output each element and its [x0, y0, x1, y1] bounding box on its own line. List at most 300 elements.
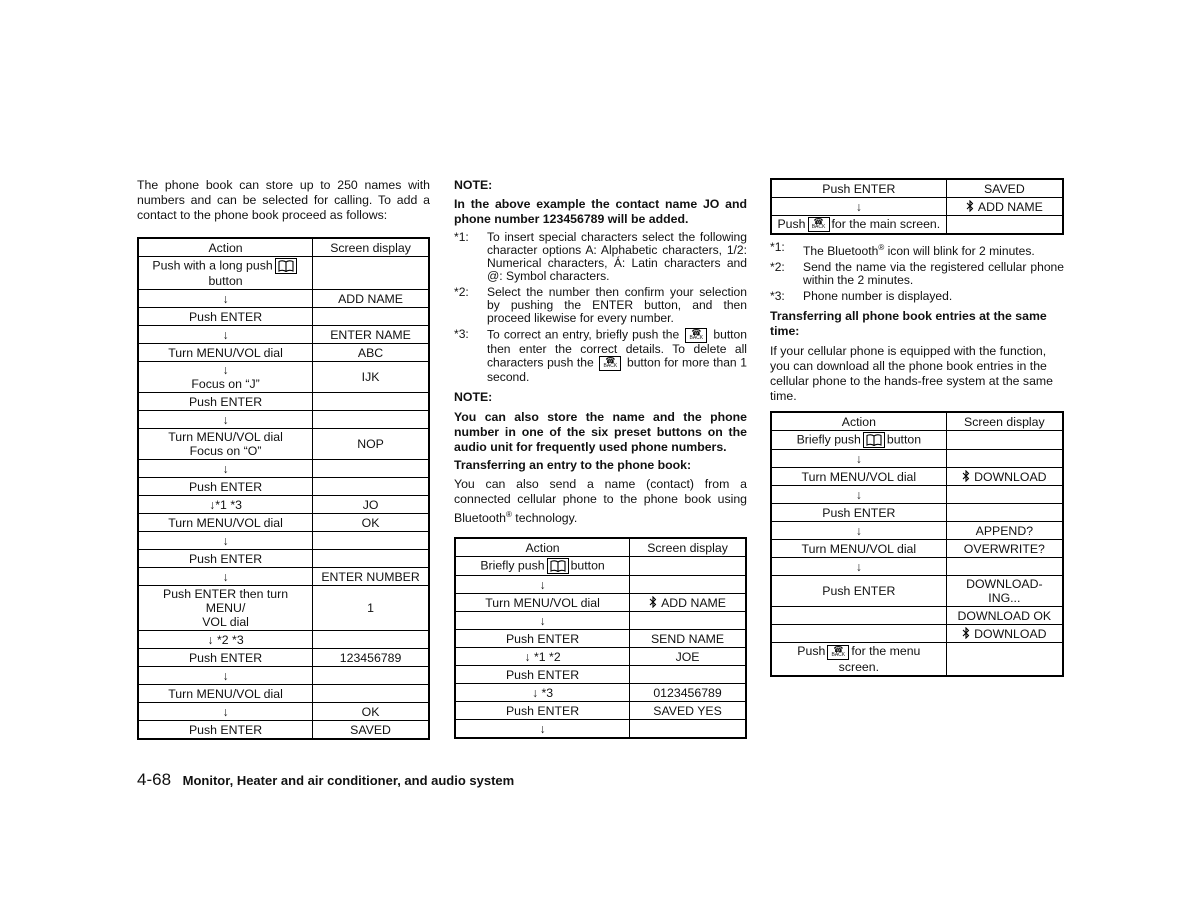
table-row [138, 460, 429, 478]
footnote-text: Send the name via the registered cellular phone within the 2 minutes. [803, 260, 1064, 288]
transfer-all-heading: Transferring all phone book entries at the same time: [770, 309, 1047, 339]
table-row [138, 586, 429, 631]
screen-display-text: ADD NAME [338, 291, 403, 306]
action-cell [138, 649, 313, 667]
action-text: ↓ [222, 412, 229, 427]
action-text: Push ENTER [188, 722, 263, 737]
screen-display-text: SAVED YES [653, 703, 722, 718]
screen-display-cell [946, 504, 1063, 522]
screen-display-text: ABC [357, 345, 384, 360]
action-text: Push ENTER [188, 551, 263, 566]
footnote-mark: *2: [454, 285, 469, 299]
action-cell [455, 684, 630, 702]
note-2-title: NOTE: [454, 390, 493, 404]
action-cell [138, 703, 313, 721]
screen-display-text: OK [361, 515, 380, 530]
screen-display-cell [946, 486, 1063, 504]
note-1-footnotes [454, 231, 747, 384]
action-text: Briefly push [480, 558, 545, 573]
action-text: Focus on “O” [189, 444, 262, 458]
footnote-text [803, 241, 1064, 258]
action-text: button [886, 432, 922, 447]
screen-display-text: ING... [988, 591, 1021, 606]
action-text: Turn MENU/VOL dial [168, 430, 283, 444]
action-text: ↓*1 *3 [209, 497, 242, 512]
screen-display-cell [313, 257, 429, 290]
screen-display-cell [313, 326, 429, 344]
table-row [138, 326, 429, 344]
screen-display-text: NOP [357, 437, 384, 451]
footnote-text: Select the number then confirm your selection by pushing the ENTER button, and then proceed likewise for every number. [487, 285, 747, 325]
transfer-entry-table-continued [770, 178, 1064, 235]
screen-display-text: ENTER NAME [330, 327, 411, 342]
transfer-entry-text: technology. [515, 511, 578, 526]
table-row [455, 648, 746, 666]
screen-display-text: OVERWRITE? [963, 541, 1045, 556]
action-text: Push ENTER [822, 181, 896, 196]
action-text: ↓ [855, 523, 862, 538]
action-text: for the main screen. [831, 217, 941, 231]
screen-display-cell [630, 666, 746, 684]
action-text: ↓ *1 *2 [524, 649, 561, 664]
screen-display-cell [313, 667, 429, 685]
screen-display-cell [630, 612, 746, 630]
download-all-table-body [771, 412, 1063, 675]
table-row [138, 703, 429, 721]
action-text: ↓ [539, 721, 546, 736]
screen-display-cell [313, 290, 429, 308]
screen-display-text: DOWNLOAD [974, 469, 1047, 484]
action-text: Briefly push [796, 432, 861, 447]
note-1-title: NOTE: [454, 178, 493, 192]
action-cell [138, 362, 313, 393]
action-text: Turn MENU/VOL dial [801, 541, 917, 556]
screen-display-text: DOWNLOAD OK [957, 608, 1052, 623]
action-text: ↓ *2 *3 [207, 632, 244, 647]
table-row [138, 393, 429, 411]
action-text: ↓ [222, 363, 229, 377]
action-text: ↓ [222, 291, 229, 306]
table-header-row [455, 538, 746, 557]
action-cell [138, 631, 313, 649]
footnote [454, 286, 747, 325]
action-cell [771, 607, 946, 625]
table-row [771, 522, 1063, 540]
action-text: Push ENTER [188, 309, 263, 324]
action-cell [138, 308, 313, 326]
footnote-text-part: To correct an entry, briefly push the [487, 327, 680, 342]
screen-display-cell [313, 308, 429, 326]
table-row [455, 720, 746, 739]
screen-display-cell [946, 216, 1063, 235]
column-header: Screen display [630, 538, 746, 557]
screen-display-text: JOE [675, 649, 700, 664]
footnote-text: To insert special characters select the following character options A: Alphabetic characters, 1/2: Numerical characters, Á: Latin characters and @: Symbol characters. [487, 230, 747, 283]
action-cell [138, 586, 313, 631]
screen-display-text: 1 [367, 601, 374, 615]
download-all-table [770, 411, 1064, 676]
footnote [770, 261, 1064, 287]
bluetooth-icon [649, 596, 657, 610]
table-row [138, 362, 429, 393]
table-row [771, 576, 1063, 607]
action-cell [771, 558, 946, 576]
screen-display-cell [630, 702, 746, 720]
action-text: button [570, 558, 605, 573]
screen-display-cell [313, 631, 429, 649]
table-row [771, 179, 1063, 198]
column-header: Action [138, 238, 313, 257]
screen-display-cell [313, 411, 429, 429]
table-header-row [771, 412, 1063, 431]
screen-display-cell [946, 431, 1063, 450]
transfer-entry-table-body [455, 538, 746, 738]
screen-display-text: ADD NAME [661, 595, 726, 610]
page-number: 4-68 [137, 770, 172, 789]
add-contact-table [137, 237, 430, 740]
table-row [455, 684, 746, 702]
action-text: screen. [838, 659, 879, 674]
phonebook-icon [547, 558, 569, 574]
screen-display-cell [313, 568, 429, 586]
screen-display-text: 123456789 [339, 650, 402, 665]
table-row [455, 666, 746, 684]
action-text: Push ENTER [822, 584, 896, 599]
action-text: Push with a long push [152, 258, 273, 273]
screen-display-cell [313, 550, 429, 568]
transfer-entry-text: You can also send a name (contact) from a connected cellular phone to the phone book using Bluetooth [454, 477, 747, 526]
back-icon-label: BACK [689, 335, 704, 341]
screen-display-cell [946, 540, 1063, 558]
table-row [138, 631, 429, 649]
action-cell [455, 720, 630, 739]
action-text: ↓ [855, 451, 862, 466]
action-cell [455, 666, 630, 684]
action-text: ↓ [222, 533, 229, 548]
table-row [771, 625, 1063, 643]
action-text: Turn MENU/VOL dial [168, 345, 283, 360]
transfer-entry-continued-body [771, 179, 1063, 234]
table-row [455, 576, 746, 594]
screen-display-cell [946, 198, 1063, 216]
action-cell [771, 540, 946, 558]
footnote-text: Phone number is displayed. [803, 289, 953, 304]
screen-display-cell [946, 450, 1063, 468]
page-footer [137, 770, 514, 790]
action-text: Turn MENU/VOL dial [485, 595, 600, 610]
action-cell [138, 550, 313, 568]
table-header-row [138, 238, 429, 257]
screen-display-cell [313, 460, 429, 478]
action-text: ↓ *3 [531, 685, 554, 700]
screen-display-cell [313, 649, 429, 667]
footnote-text [487, 328, 747, 384]
action-text: Push ENTER [505, 631, 580, 646]
action-text: Push [777, 217, 806, 231]
screen-display-cell [946, 468, 1063, 486]
action-cell [138, 257, 313, 290]
action-cell [138, 326, 313, 344]
action-text: Push [797, 644, 826, 659]
table-row [455, 630, 746, 648]
back-icon-label: BACK [603, 363, 618, 369]
footnote [454, 231, 747, 283]
table-row [138, 550, 429, 568]
action-text: ↓ [222, 569, 229, 584]
screen-display-cell [313, 514, 429, 532]
screen-display-cell [313, 478, 429, 496]
registered-mark: ® [878, 243, 885, 253]
screen-display-text: SAVED [983, 181, 1025, 196]
footnote-mark: *3: [454, 327, 469, 341]
action-text: Turn MENU/VOL dial [801, 469, 917, 484]
action-cell [455, 648, 630, 666]
screen-display-cell [630, 594, 746, 612]
column-header: Action [455, 538, 630, 557]
action-text: ↓ [222, 668, 229, 683]
action-cell [138, 429, 313, 460]
column-header: Screen display [313, 238, 429, 257]
action-text: ↓ [855, 559, 862, 574]
screen-display-cell [313, 703, 429, 721]
action-text: Push ENTER [505, 703, 580, 718]
action-text: Push ENTER [188, 394, 263, 409]
table-row [138, 532, 429, 550]
phonebook-icon [863, 432, 885, 448]
transfer-all-body: If your cellular phone is equipped with the function, you can download all the phone book entries in the cellular phone to the hands-free system at the same time. [770, 344, 1053, 404]
column-1 [137, 178, 430, 740]
action-text: Push ENTER [505, 667, 580, 682]
screen-display-text: ENTER NUMBER [321, 569, 420, 584]
action-text: Push ENTER [188, 479, 263, 494]
screen-display-cell [630, 557, 746, 576]
footnote-text-part: button for more than 1 second. [487, 355, 747, 384]
back-icon-label: BACK [811, 224, 826, 231]
action-text: ↓ [222, 461, 229, 476]
screen-display-cell [630, 684, 746, 702]
screen-display-text: ADD NAME [977, 199, 1043, 214]
screen-display-text: OK [361, 704, 380, 719]
screen-display-cell [630, 576, 746, 594]
footnote-mark: *3: [770, 289, 785, 304]
action-cell [771, 179, 946, 198]
action-cell [771, 576, 946, 607]
phonebook-intro: The phone book can store up to 250 names with numbers and can be selected for calling. To add a contact to the phone book proceed as follows: [137, 178, 430, 222]
screen-display-cell [630, 648, 746, 666]
footnote-mark: *2: [770, 260, 785, 275]
table-row [771, 540, 1063, 558]
column-3 [770, 178, 1064, 677]
action-text: for the menu [851, 644, 921, 659]
action-cell [138, 460, 313, 478]
action-cell [771, 522, 946, 540]
action-cell [138, 344, 313, 362]
screen-display-text: APPEND? [975, 523, 1034, 538]
action-text: ↓ [222, 327, 229, 342]
action-cell [771, 468, 946, 486]
action-text: ↓ [855, 199, 862, 214]
table-row [771, 504, 1063, 522]
table-row [771, 558, 1063, 576]
table-row [771, 643, 1063, 676]
screen-display-cell [313, 393, 429, 411]
action-text: Push ENTER [822, 505, 896, 520]
action-cell [771, 198, 946, 216]
add-contact-table-body [138, 238, 429, 739]
screen-display-cell [313, 344, 429, 362]
screen-display-text: DOWNLOAD [974, 626, 1047, 641]
table-row [455, 557, 746, 576]
action-text: Push ENTER then turn MENU/ [163, 587, 289, 615]
table-row [138, 496, 429, 514]
section-title: Monitor, Heater and air conditioner, and audio system [182, 773, 515, 788]
screen-display-text: DOWNLOAD- [966, 577, 1043, 592]
action-text: ↓ [855, 487, 862, 502]
table-row [138, 568, 429, 586]
action-cell [138, 568, 313, 586]
footnote-text-part: The Bluetooth [803, 244, 879, 259]
action-cell [771, 486, 946, 504]
table-row [455, 594, 746, 612]
screen-display-cell [946, 558, 1063, 576]
screen-display-cell [313, 362, 429, 393]
table-row [138, 411, 429, 429]
footnote [770, 241, 1064, 258]
table-row [138, 514, 429, 532]
footnote-mark: *1: [770, 240, 785, 255]
screen-display-cell [946, 625, 1063, 643]
screen-display-cell [313, 532, 429, 550]
table-row [771, 216, 1063, 235]
screen-display-cell [946, 576, 1063, 607]
screen-display-cell [946, 522, 1063, 540]
screen-display-cell [630, 720, 746, 739]
action-text: Focus on “J” [191, 377, 260, 391]
registered-mark: ® [505, 510, 512, 519]
table-row [138, 721, 429, 740]
action-text: button [208, 274, 243, 288]
action-cell [455, 594, 630, 612]
back-icon-label: BACK [831, 651, 846, 658]
screen-display-text: SAVED [350, 722, 391, 737]
table-row [138, 649, 429, 667]
action-cell [138, 393, 313, 411]
footnote-mark: *1: [454, 230, 469, 244]
table-row [138, 344, 429, 362]
table-row [771, 450, 1063, 468]
screen-display-cell [630, 630, 746, 648]
action-cell [138, 290, 313, 308]
screen-display-text: IJK [361, 370, 380, 384]
table-row [138, 667, 429, 685]
action-cell [138, 532, 313, 550]
phonebook-icon [275, 258, 297, 274]
action-text: ↓ [222, 704, 229, 719]
action-cell [771, 504, 946, 522]
back-icon: ☎ BACK [827, 645, 849, 660]
screen-display-cell [946, 643, 1063, 676]
footnote [770, 290, 1064, 303]
action-cell [455, 612, 630, 630]
bluetooth-icon [966, 200, 974, 214]
action-cell [455, 702, 630, 720]
table-row [138, 429, 429, 460]
screen-display-cell [946, 179, 1063, 198]
table-row [455, 702, 746, 720]
footnote [454, 328, 747, 384]
action-text: Turn MENU/VOL dial [168, 686, 283, 701]
action-cell [455, 557, 630, 576]
action-cell [138, 667, 313, 685]
column-2 [454, 178, 747, 739]
table-row [771, 486, 1063, 504]
column-header: Screen display [946, 412, 1063, 431]
table-row [771, 198, 1063, 216]
action-cell [138, 685, 313, 703]
bluetooth-icon [962, 470, 970, 484]
table-row [138, 290, 429, 308]
bluetooth-icon [962, 627, 970, 641]
action-cell [138, 478, 313, 496]
screen-display-cell [946, 607, 1063, 625]
action-cell [771, 450, 946, 468]
action-cell [138, 721, 313, 740]
table-row [771, 607, 1063, 625]
screen-display-cell [313, 496, 429, 514]
screen-display-text: JO [362, 497, 379, 512]
action-cell [138, 496, 313, 514]
action-text: ↓ [539, 577, 546, 592]
back-icon: ☎ BACK [808, 217, 830, 232]
table-row [138, 685, 429, 703]
table-row [771, 468, 1063, 486]
action-cell [771, 625, 946, 643]
action-text: ↓ [539, 613, 546, 628]
transfer-entry-table [454, 537, 747, 739]
screen-display-text: SEND NAME [650, 631, 725, 646]
column-header: Action [771, 412, 946, 431]
transfer-entry-body [454, 477, 747, 526]
screen-display-cell [313, 721, 429, 740]
footnote-text-part: icon will blink for 2 minutes. [887, 244, 1035, 259]
action-text: VOL dial [202, 615, 249, 629]
action-cell [771, 431, 946, 450]
action-text: Push ENTER [188, 650, 263, 665]
back-icon: ☎ BACK [685, 328, 707, 343]
table-row [455, 612, 746, 630]
action-cell [138, 411, 313, 429]
table-row [138, 308, 429, 326]
note-2-body: You can also store the name and the phone number in one of the six preset buttons on the audio unit for frequently used phone numbers. [454, 410, 747, 454]
back-icon: ☎ BACK [599, 356, 621, 371]
screen-display-text: 0123456789 [653, 685, 722, 700]
action-text: Turn MENU/VOL dial [168, 515, 283, 530]
screen-display-cell [313, 586, 429, 631]
action-cell [455, 576, 630, 594]
footnote-text-part: button then enter the correct details. To delete all characters push the [487, 327, 747, 370]
screen-display-cell [313, 429, 429, 460]
transfer-entry-heading: Transferring an entry to the phone book: [454, 458, 692, 472]
note-1-body: In the above example the contact name JO and phone number 123456789 will be added. [454, 197, 747, 226]
action-cell [455, 630, 630, 648]
action-cell [771, 216, 946, 235]
table-row [138, 478, 429, 496]
action-cell [138, 514, 313, 532]
transfer-footnotes [770, 241, 1064, 303]
table-row [138, 257, 429, 290]
table-row [771, 431, 1063, 450]
screen-display-cell [313, 685, 429, 703]
